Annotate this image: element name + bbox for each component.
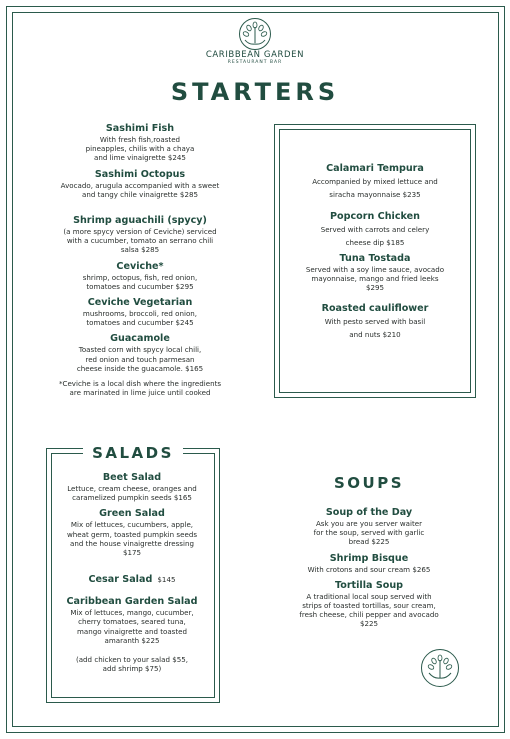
dish-desc: $295 bbox=[365, 283, 385, 293]
menu-item bbox=[284, 507, 454, 547]
dish-desc: With pesto served with basil bbox=[324, 316, 426, 326]
dish-desc: amaranth $225 bbox=[104, 635, 160, 645]
soups-column bbox=[284, 507, 454, 629]
dish-name: Ceviche* bbox=[116, 260, 164, 272]
dish-name: Tuna Tostada bbox=[339, 253, 411, 264]
dish-desc: Accompanied by mixed lettuce and bbox=[312, 177, 438, 186]
dish-desc: red onion and touch parmesan bbox=[85, 354, 195, 364]
starters-right-column bbox=[280, 163, 470, 341]
dish-name: Calamari Tempura bbox=[326, 163, 424, 174]
menu-item bbox=[280, 211, 470, 249]
dish-name: Tortilla Soup bbox=[334, 579, 404, 591]
dish-desc: With fresh fish,roasted bbox=[99, 135, 181, 144]
dish-name: Popcorn Chicken bbox=[330, 211, 420, 222]
dish-desc: pineapples, chilis with a chaya bbox=[85, 144, 195, 154]
brand-name: CARIBBEAN GARDEN bbox=[205, 50, 305, 60]
menu-item bbox=[40, 169, 240, 199]
dish-desc: tomatoes and cucumber $295 bbox=[86, 281, 194, 291]
dish-name: Soup of the Day bbox=[325, 507, 413, 518]
menu-item bbox=[52, 596, 212, 645]
dish-name: Beet Salad bbox=[102, 472, 162, 483]
menu-item bbox=[40, 261, 240, 291]
dish-name: Sashimi Octopus bbox=[94, 168, 186, 180]
dish-desc: strips of toasted tortillas, sour cream, bbox=[302, 601, 436, 611]
dish-desc: shrimp, octopus, fish, red onion, bbox=[82, 272, 198, 282]
menu-item bbox=[40, 333, 240, 373]
menu-item bbox=[284, 580, 454, 629]
menu-item bbox=[40, 123, 240, 163]
menu-item bbox=[40, 297, 240, 327]
dish-desc: with a cucumber, tomato an serrano chili bbox=[66, 236, 214, 246]
dish-desc: Avocado, arugula accompanied with a sweet bbox=[60, 180, 220, 190]
dish-name: Shrimp Bisque bbox=[329, 552, 409, 564]
dish-price: $145 bbox=[157, 575, 176, 585]
tree-hands-logo-icon bbox=[235, 18, 275, 52]
salad-addon-note bbox=[52, 655, 212, 673]
dish-desc: mushrooms, broccoli, red onion, bbox=[82, 309, 198, 319]
dish-desc: for the soup, served with garlic bbox=[313, 528, 425, 538]
dish-desc: Mix of lettuces, mango, cucumber, bbox=[70, 608, 194, 618]
footnote-line: *Ceviche is a local dish where the ingredients bbox=[58, 379, 222, 389]
dish-desc: (a more spycy version of Ceviche) serviced bbox=[63, 227, 217, 237]
dish-desc: and lime vinaigrette $245 bbox=[94, 153, 186, 163]
dish-name: Sashimi Fish bbox=[105, 123, 175, 134]
dish-desc: caramelized pumpkin seeds $165 bbox=[72, 493, 192, 503]
menu-item bbox=[52, 508, 212, 557]
dish-name: Guacamole bbox=[110, 333, 170, 345]
dish-desc: Mix of lettuces, cucumbers, apple, bbox=[70, 520, 194, 530]
salads-title: SALADS bbox=[83, 442, 183, 464]
dish-desc: fresh cheese, chili pepper and avocado bbox=[299, 610, 439, 620]
starters-left-column bbox=[40, 123, 240, 397]
dish-name: Caribbean Garden Salad bbox=[66, 596, 198, 608]
dish-name: Green Salad bbox=[99, 508, 165, 520]
menu-item bbox=[280, 303, 470, 341]
dish-desc: mayonnaise, mango and fried leeks bbox=[311, 274, 439, 284]
dish-desc: and the house vinaigrette dressing bbox=[70, 538, 194, 548]
menu-item bbox=[280, 253, 470, 293]
footnote-line: are marinated in lime juice until cooked bbox=[69, 388, 211, 398]
salads-column bbox=[52, 472, 212, 673]
dish-desc: Toasted corn with spycy local chili, bbox=[78, 345, 202, 355]
dish-desc: Served with carrots and celery bbox=[320, 225, 430, 234]
dish-name: Roasted cauliflower bbox=[321, 302, 429, 314]
menu-item bbox=[284, 553, 454, 574]
dish-desc: cheese inside the guacamole. $165 bbox=[76, 363, 204, 373]
dish-name: Shrimp aguachili (spycy) bbox=[73, 215, 207, 227]
dish-name: Ceviche Vegetarian bbox=[87, 297, 193, 309]
soups-title: SOUPS bbox=[333, 474, 405, 492]
dish-name: Cesar Salad bbox=[88, 574, 153, 586]
dish-desc: With crotons and sour cream $265 bbox=[307, 564, 431, 574]
tree-hands-logo-icon bbox=[420, 648, 460, 688]
note-line: (add chicken to your salad $55, bbox=[75, 655, 189, 665]
dish-desc: Lettuce, cream cheese, oranges and bbox=[67, 484, 197, 493]
dish-desc: wheat germ, toasted pumpkin seeds bbox=[66, 529, 198, 539]
menu-item bbox=[52, 472, 212, 502]
dish-desc: bread $225 bbox=[348, 537, 390, 547]
note-line: add shrimp $75) bbox=[102, 664, 162, 674]
menu-item bbox=[40, 215, 240, 255]
menu-item bbox=[52, 567, 212, 586]
menu-item bbox=[280, 163, 470, 201]
dish-desc: Served with a soy lime sauce, avocado bbox=[305, 265, 445, 274]
dish-desc: A traditional local soup served with bbox=[306, 591, 432, 601]
dish-desc: siracha mayonnaise $235 bbox=[329, 190, 421, 199]
dish-desc: $225 bbox=[359, 619, 379, 629]
dish-desc: cherry tomatoes, seared tuna, bbox=[78, 617, 186, 627]
brand-subtitle: RESTAURANT BAR bbox=[227, 60, 283, 65]
dish-desc: tomatoes and cucumber $245 bbox=[86, 318, 194, 328]
dish-desc: Ask you are you server waiter bbox=[315, 519, 423, 528]
dish-desc: $175 bbox=[122, 548, 142, 558]
dish-desc: and tangy chile vinaigrette $285 bbox=[82, 189, 198, 199]
starters-title: STARTERS bbox=[170, 78, 340, 106]
footnote bbox=[40, 379, 240, 397]
dish-desc: salsa $285 bbox=[120, 245, 160, 255]
dish-desc: cheese dip $185 bbox=[345, 238, 405, 247]
dish-desc: mango vinaigrette and toasted bbox=[76, 626, 188, 636]
dish-desc: and nuts $210 bbox=[349, 329, 401, 339]
